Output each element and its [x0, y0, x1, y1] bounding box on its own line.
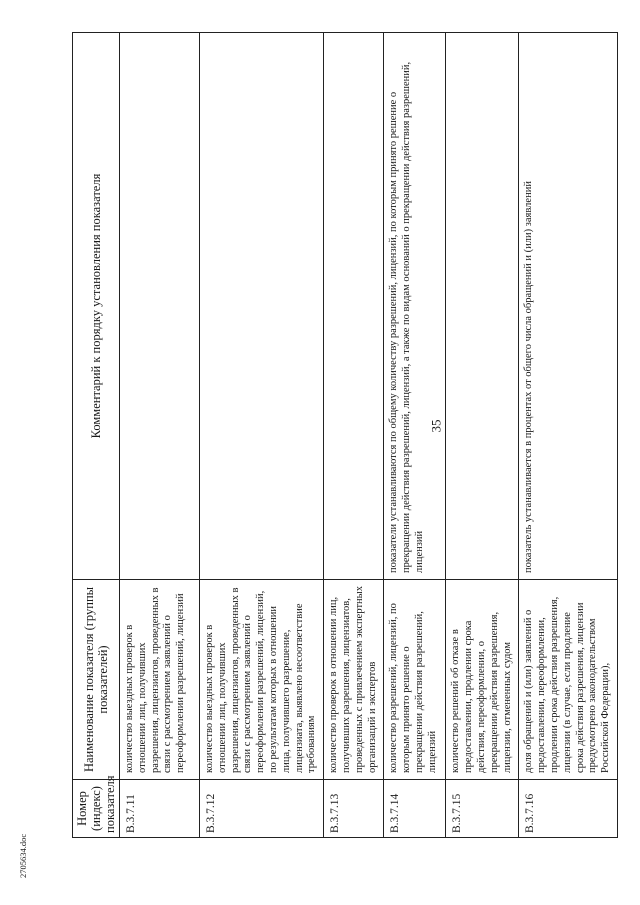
row-index: В.3.7.12: [200, 780, 324, 838]
row-comment: показатель устанавливается в процентах от общего числа обращений и (или) заявлений: [519, 33, 618, 580]
page-number: 35: [428, 419, 444, 433]
indicators-table: [72, 32, 618, 838]
table-row: [324, 33, 384, 838]
row-index: В.3.7.13: [324, 780, 384, 838]
header-comment: Комментарий к порядку установления показателя: [73, 33, 120, 580]
header-index: Номер (индекс) показателя: [73, 780, 120, 838]
row-name: количество выездных проверок в отношении лиц, получивших разрешения, лицензиатов, проведенных в связи с рассмотрением заявлений о переоформлении разрешений, лицензий, по результатам которых в отношении лица, получившего разрешение, лицензиата, выявлено несоответствие требованиям: [200, 580, 324, 780]
table-row: [446, 33, 519, 838]
row-comment: [324, 33, 384, 580]
table-row: [384, 33, 446, 838]
table-row: [120, 33, 200, 838]
row-name: доля обращений и (или) заявлений о предоставлении, переоформлении, продлении срока действия разрешения, лицензии (в случае, если продление срока действия разрешения, лицензии предусмотрено законодательством Российской Федерации),: [519, 580, 618, 780]
row-index: В.3.7.14: [384, 780, 446, 838]
header-name: Наименование показателя (группы показателей): [73, 580, 120, 780]
row-name: количество выездных проверок в отношении лиц, получивших разрешения, лицензиатов, проведенных в связи с рассмотрением заявлений о переоформлении разрешений, лицензий: [120, 580, 200, 780]
table-header-row: [73, 33, 120, 838]
table-row: [519, 33, 618, 838]
row-index: В.3.7.15: [446, 780, 519, 838]
row-name: количество проверок в отношении лиц, получивших разрешения, лицензиатов, проведенных с привлечением экспертных организаций и экспертов: [324, 580, 384, 780]
rotated-table-container: [72, 33, 612, 838]
row-comment: показатели устанавливаются по общему количеству разрешений, лицензий, по которым принято решение о прекращении действия разрешений, лицензий, а также по видам оснований о прекращении действия разрешений, лицензий: [384, 33, 446, 580]
row-name: количество разрешений, лицензий, по которым принято решение о прекращении действия разрешений, лицензий: [384, 580, 446, 780]
row-index: В.3.7.11: [120, 780, 200, 838]
table-row: [200, 33, 324, 838]
row-comment: [120, 33, 200, 580]
row-index: В.3.7.16: [519, 780, 618, 838]
row-name: количество решений об отказе в предоставлении, продлении срока действия, переоформлении, о прекращении действия разрешения, лицензии, отмененных судом: [446, 580, 519, 780]
row-comment: [446, 33, 519, 580]
file-name-footer: 2705634.doc: [18, 833, 28, 878]
row-comment: [200, 33, 324, 580]
